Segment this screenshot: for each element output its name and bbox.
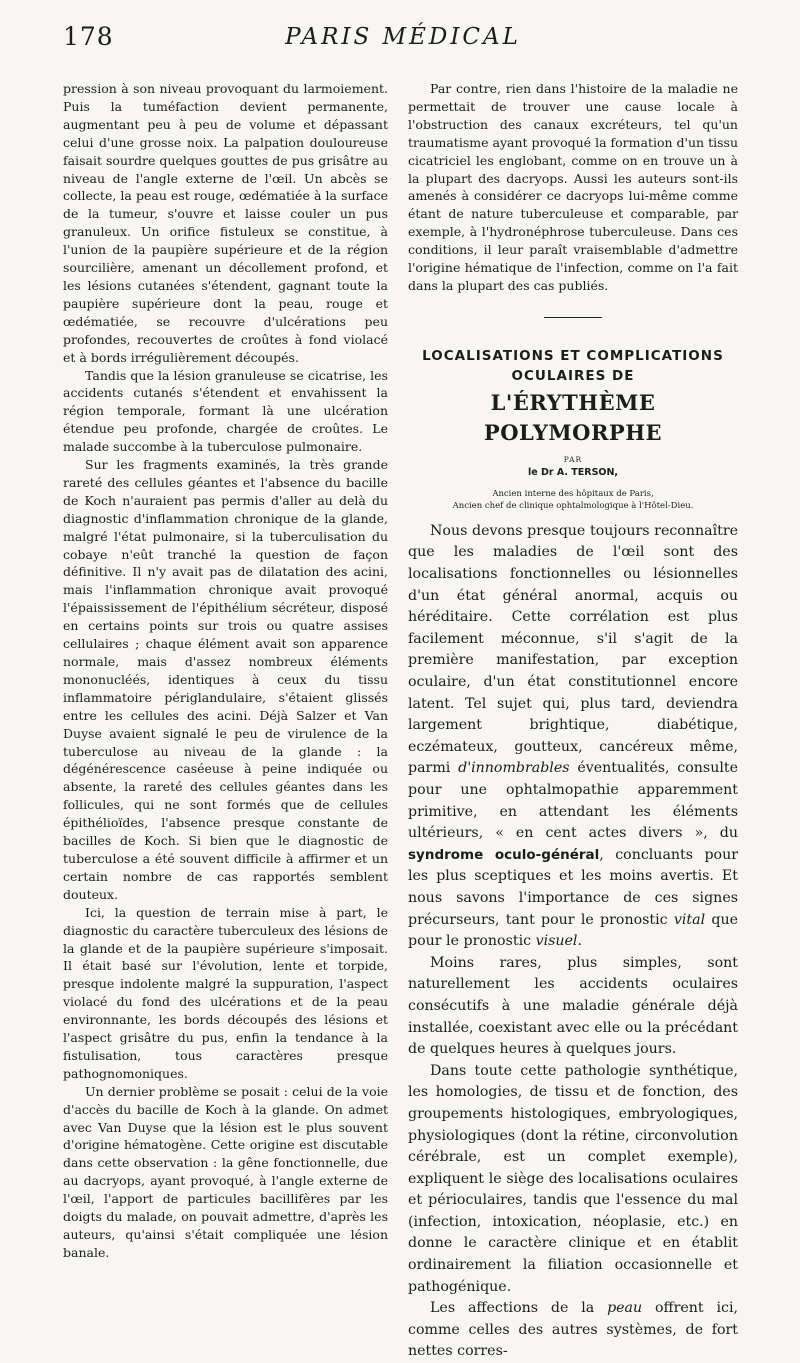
emphasis: vital — [673, 911, 706, 928]
text-run: offrent ici, comme celles des autres systèmes, de fort nettes corres- — [408, 1300, 739, 1360]
text-run: . — [577, 933, 582, 950]
text-run: éventualités, consulte pour une ophtalmopathie apparemment primitive, en attendant les éléments ultérieurs, « en cent actes divers », du — [408, 760, 738, 842]
credential-line: Ancien interne des hôpitaux de Paris, — [492, 488, 654, 499]
paragraph — [408, 521, 738, 953]
emphasis: d'innombrables — [458, 760, 570, 777]
paragraph: Dans toute cette pathologie synthétique, les homologies, de tissu et de fonction, des groupements histologiques, embryologiques, physiologiques (dont la rétine, circonvolution cérébrale, est un complet exemple), expliquent le siège des localisations oculaires et périoculaires, tandis que l'essence du mal (infection, intoxication, néoplasie, etc.) en donne le caractère clinique et en établit ordinairement la filiation occasionnelle et pathogénique. — [408, 1062, 738, 1295]
article-title-line-1: LOCALISATIONS ET COMPLICATIONS — [422, 347, 724, 364]
text-run: Nous devons presque toujours reconnaître que les maladies de l'œil sont des localisations fonctionnelles ou lésionnelles d'un état général anormal, acquis ou héréditaire. Cette corrélation est plus facilement méconnue, s'il s'agit de la première manifestation, par exception oculaire, d'un état constitutionnel encore latent. Tel sujet qui, plus tard, deviendra largement brightique, diabétique, eczémateux, goutteux, cancéreux même, parmi — [408, 522, 738, 777]
right-column — [408, 80, 738, 1363]
page-number: 178 — [63, 22, 114, 51]
paragraph: Un dernier problème se posait : celui de la voie d'accès du bacille de Koch à la glande. On admet avec Van Duyse que la lésion est le plus souvent d'origine hématogène. Cette origine est discutable dans cette observation : la gêne fonctionnelle, due au dacryops, ayant provoqué, à l'angle externe de l'œil, l'apport de particules bacillifères par les doigts du malade, on pouvait admettre, d'après les auteurs, qu'ainsi s'était compliquée une lésion banale. — [63, 1083, 388, 1260]
text-run: Les affections de la — [430, 1300, 595, 1317]
article-title-line-3: L'ÉRYTHÈME POLYMORPHE — [483, 389, 663, 445]
paragraph: Sur les fragments examinés, la très grande rareté des cellules géantes et l'absence du bacille de Koch n'auraient pas permis d'aller au delà du diagnostic d'inflammation chronique de la glande, malgré l'état pulmonaire, si la tuberculisation du cobaye n'eût tranché la question de façon définitive. Il n'y avait pas de dilatation des acini, mais l'inflammation chronique avait provoqué l'épaississement de l'épithélium sécréteur, disposé en certains points sur trois ou quatre assises cellulaires ; chaque élément avait son apparence normale, mais d'assez nombreux éléments mononucléés, identiques à ceux du tissu inflammatoire périglandulaire, s'étaient glissés entre les cellules des acini. Déjà Salzer et Van Duyse avaient signalé le peu de virulence de la tuberculose au niveau de la glande : la dégénérescence caséeuse à peine indiquée ou absente, la rareté des cellules géantes dans les follicules, qui ne sont formés que de cellules épithélioïdes, l'absence presque constante de bacilles de Koch. Si bien que le diagnostic de tuberculose a été souvent difficile à affirmer et un certain nombre de cas rapportés semblent douteux. — [63, 457, 388, 902]
running-title: PARIS MÉDICAL — [285, 24, 521, 50]
paragraph: Tandis que la lésion granuleuse se cicatrise, les accidents cutanés s'étendent et envahissent la région temporale, formant là une ulcération étendue peu profonde, chargée de croûtes. Le malade succombe à la tuberculose pulmonaire. — [63, 367, 388, 455]
article-title-line-2: OCULAIRES DE — [511, 367, 635, 384]
left-column — [63, 80, 388, 1262]
paragraph: pression à son niveau provoquant du larmoiement. Puis la tuméfaction devient permanente, augmentant peu à peu de volume et dépassant celui d'une grosse noix. La palpation douloureuse faisait sourdre quelques gouttes de pus grisâtre au niveau de l'angle externe de l'œil. Un abcès se collecte, la peau est rouge, œdématiée à la surface de la tumeur, s'ouvre et laisse couler un pus granuleux. Un orifice fistuleux se constitue, à l'union de la paupière supérieure et de la région sourcilière, amenant un décollement profond, et les lésions cutanées s'étendent, gagnant toute la paupière supérieure dont la peau, rouge et œdématiée, se recouvre d'ulcérations peu profondes, recouvertes de croûtes à fond violacé et à bords irrégulièrement découpés. — [63, 81, 388, 365]
credential-line: Ancien chef de clinique ophtalmologique à l'Hôtel-Dieu. — [452, 500, 694, 511]
paragraph: Moins rares, plus simples, sont naturellement les accidents oculaires consécutifs à une maladie générale déjà installée, coexistant avec elle ou la précédant de quelques heures à quelques jours. — [408, 954, 738, 1058]
paragraph: Ici, la question de terrain mise à part, le diagnostic du caractère tuberculeux des lésions de la glande et de la paupière supérieure s'imposait. Il était basé sur l'évolution, lente et torpide, presque indolente malgré la suppuration, l'aspect violacé du fond des ulcérations et de la peau environnante, les bords découpés des lésions et l'aspect grisâtre du pus, enfin la tendance à la fistulisation, tous caractères presque pathognomoniques. — [63, 904, 388, 1081]
emphasis: visuel — [535, 933, 578, 950]
paragraph — [408, 1298, 738, 1363]
author-name: le Dr A. TERSON, — [527, 466, 619, 478]
text-run: que pour le pronostic — [408, 911, 738, 950]
author-credentials — [408, 488, 738, 512]
emphasis: peau — [607, 1300, 643, 1317]
section-divider — [544, 317, 602, 318]
page-header — [63, 20, 743, 60]
strong-term: syndrome oculo-général — [408, 846, 600, 863]
text-run: , concluants pour les plus sceptiques et les moins avertis. Et nous savons l'importance de ces signes précurseurs, tant pour le pronostic — [408, 846, 738, 928]
paragraph: Par contre, rien dans l'histoire de la maladie ne permettait de trouver une cause locale à l'obstruction des canaux excréteurs, tel qu'un traumatisme ayant provoqué la formation d'un tissu cicatriciel les englobant, comme on en trouve un à la plupart des dacryops. Aussi les auteurs sont-ils amenés à considérer ce dacryops lui-même comme étant de nature tuberculeuse et comparable, par exemple, à l'hydronéphrose tuberculeuse. Dans ces conditions, il leur paraît vraisemblable d'admettre l'origine hématique de l'infection, comme on l'a fait dans la plupart des cas publiés. — [408, 81, 738, 293]
byline-par: PAR — [563, 454, 583, 464]
